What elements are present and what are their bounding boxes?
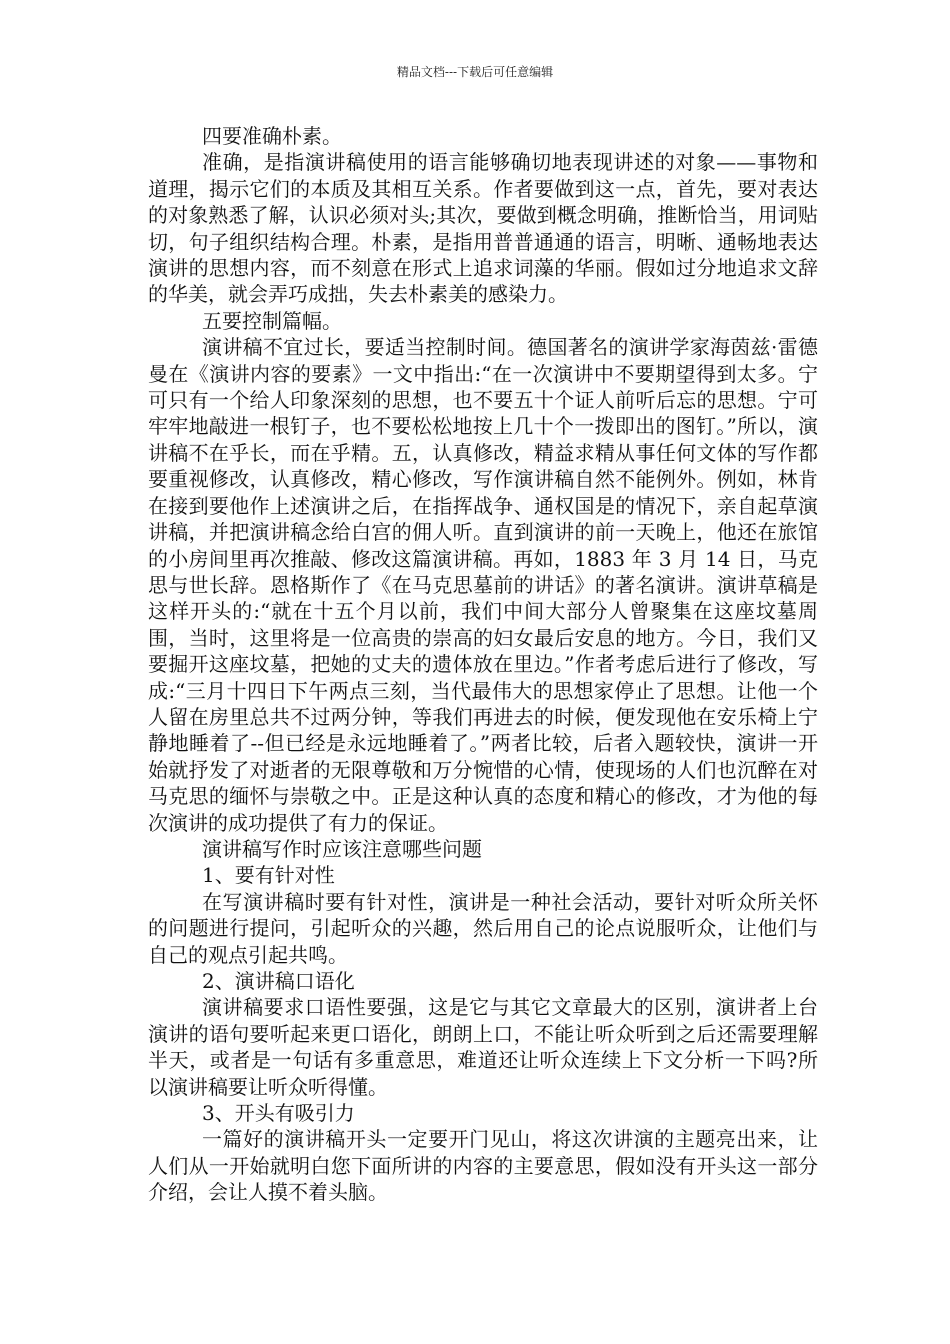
paragraph: 在写演讲稿时要有针对性，演讲是一种社会活动，要针对听众所关怀的问题进行提问，引起听众的兴趣，然后用自己的论点说服听众，让他们与自己的观点引起共鸣。 [148,889,818,967]
paragraph: 准确，是指演讲稿使用的语言能够确切地表现讲述的对象——事物和道理，揭示它们的本质及其相互关系。作者要做到这一点，首先，要对表达的对象熟悉了解，认识必须对头;其次，要做到概念明确，推断恰当，用词贴切，句子组织结构合理。朴素，是指用普普通通的语言，明晰、通畅地表达演讲的思想内容，而不刻意在形式上追求词藻的华丽。假如过分地追求文辞的华美，就会弄巧成拙，失去朴素美的感染力。 [148,150,818,307]
paragraph: 演讲稿要求口语性要强，这是它与其它文章最大的区别，演讲者上台演讲的语句要听起来更口语化，朗朗上口，不能让听众听到之后还需要理解半天，或者是一句话有多重意思，难道还让听众连续上下文分析一下吗?所以演讲稿要让听众听得懂。 [148,995,818,1099]
document-body [148,123,818,1206]
page-header: 精品文档---下载后可任意编辑 [396,65,554,79]
section-heading: 四要准确朴素。 [202,124,342,148]
section-heading: 2、演讲稿口语化 [202,969,355,993]
section-heading: 1、要有针对性 [202,863,335,888]
section-heading: 五要控制篇幅。 [202,308,342,333]
section-heading: 3、开头有吸引力 [202,1101,355,1126]
section-heading: 演讲稿写作时应该注意哪些问题 [202,836,482,861]
paragraph: 一篇好的演讲稿开头一定要开门见山，将这次讲演的主题亮出来，让人们从一开始就明白您下面所讲的内容的主要意思，假如没有开头这一部分介绍，会让人摸不着头脑。 [148,1127,818,1205]
paragraph: 演讲稿不宜过长，要适当控制时间。德国著名的演讲学家海茵兹·雷德曼在《演讲内容的要素》一文中指出:“在一次演讲中不要期望得到太多。宁可只有一个给人印象深刻的思想，也不要五十个证人前听后忘的思想。宁可牢牢地敲进一根钉子，也不要松松地按上几十个一拨即出的图钉。”所以，演讲稿不在乎长，而在乎精。五，认真修改，精益求精从事任何文体的写作都要重视修改，认真修改，精心修改，写作演讲稿自然不能例外。例如，林肯在接到要他作上述演讲之后，在指挥战争、通权国是的情况下，亲自起草演讲稿，并把演讲稿念给白宫的佣人听。直到演讲的前一天晚上，他还在旅馆的小房间里再次推敲、修改这篇演讲稿。再如，1883 年 3 月 14 日，马克思与世长辞。恩格斯作了《在马克思墓前的讲话》的著名演讲。演讲草稿是这样开头的:“就在十五个月以前，我们中间大部分人曾聚集在这座坟墓周围，当时，这里将是一位高贵的崇高的妇女最后安息的地方。今日，我们又要掘开这座坟墓，把她的丈夫的遗体放在里边。”作者考虑后进行了修改，写成:“三月十四日下午两点三刻，当代最伟大的思想家停止了思想。让他一个人留在房里总共不过两分钟，等我们再进去的时候，便发现他在安乐椅上宁静地睡着了--但已经是永远地睡着了。”两者比较，后者入题较快，演讲一开始就抒发了对逝者的无限尊敬和万分惋惜的心情，使现场的人们也沉醉在对马克思的缅怀与崇敬之中。正是这种认真的态度和精心的修改，才为他的每次演讲的成功提供了有力的保证。 [148,335,818,835]
